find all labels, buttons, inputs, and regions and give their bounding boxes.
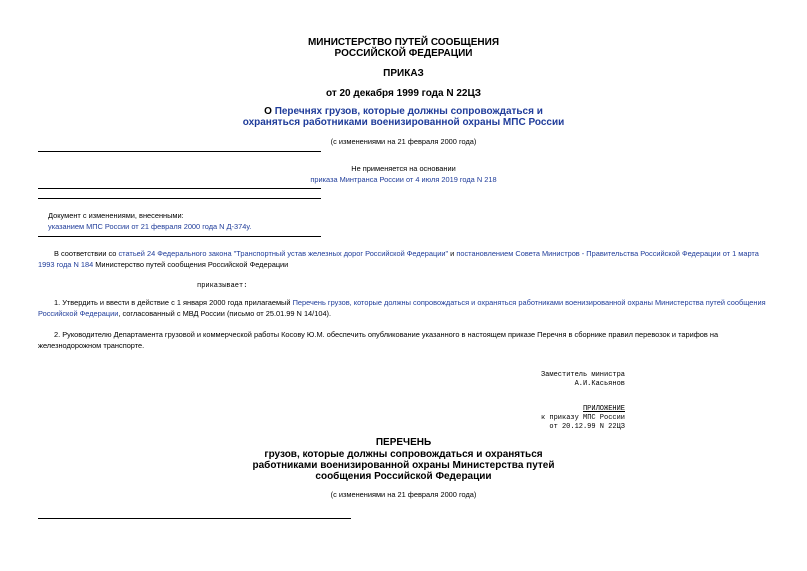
p1-mid: и: [448, 249, 457, 258]
order-word: приказывает:: [197, 282, 248, 290]
appendix-ref: к приказу МПС России: [540, 414, 625, 422]
p2-prefix: 1. Утвердить и ввести в действие с 1 января 2000 года прилагаемый: [54, 298, 293, 307]
doc-date: от 20 декабря 1999 года N 22ЦЗ: [325, 88, 482, 99]
divider: [38, 198, 321, 199]
appendix-label: ПРИЛОЖЕНИЕ: [582, 405, 625, 413]
amendments-note: (с изменениями на 21 февраля 2000 года): [330, 137, 477, 146]
changes-label: Документ с изменениями, внесенными:: [48, 211, 184, 220]
p1-link-resolution[interactable]: постановлением Совета Министров - Правительства Российской Федерации от 1 марта 1993 года N 184: [38, 249, 759, 269]
divider: [38, 188, 321, 189]
signature-name: А.И.Касьянов: [574, 380, 625, 388]
appendix-date: от 20.12.99 N 22ЦЗ: [549, 423, 625, 431]
doc-title: [0, 106, 807, 117]
p2-link-list[interactable]: Перечень грузов, которые должны сопровождаться и охраняться работниками военизированной охраны Министерства путей сообщения Российской Федерации: [38, 298, 766, 318]
title-link-2[interactable]: охраняться работниками военизированной охраны МПС России: [242, 117, 565, 128]
p2-suffix: , согласованный с МВД России (письмо от 25.01.99 N 14/104).: [118, 308, 332, 318]
signature-title: Заместитель министра: [540, 371, 625, 379]
title-prefix: О: [264, 106, 275, 117]
changes-link[interactable]: указанием МПС России от 21 февраля 2000 года N Д-374у.: [48, 222, 252, 231]
paragraph-3: 2. Руководителю Департамента грузовой и коммерческой работы Косову Ю.М. обеспечить опубликование указанного в настоящем приказе Перечня в сборнике правил перевозок и тарифов на железнодорожном транспорте.: [38, 330, 719, 350]
paragraph-2: [38, 298, 771, 319]
p1-suffix: Министерство путей сообщения Российской Федерации: [93, 259, 289, 269]
doc-type: ПРИКАЗ: [383, 68, 424, 79]
ministry-line-1: МИНИСТЕРСТВО ПУТЕЙ СООБЩЕНИЯ: [307, 37, 500, 48]
p1-link-law[interactable]: статьей 24 Федерального закона "Транспортный устав железных дорог Российской Федерации": [118, 249, 449, 258]
doc-title-2: [0, 117, 807, 128]
list-title-1: грузов, которые должны сопровождаться и охраняться: [264, 449, 543, 460]
ministry-line-2: РОССИЙСКОЙ ФЕДЕРАЦИИ: [334, 48, 473, 59]
paragraph-1: [38, 249, 771, 270]
divider: [38, 151, 321, 152]
list-title-2: работниками военизированной охраны Министерства путей: [252, 460, 555, 471]
list-amendments: (с изменениями на 21 февраля 2000 года): [330, 490, 477, 499]
p1-prefix: В соответствии со: [54, 249, 119, 258]
status-line-2: [0, 175, 807, 184]
divider: [38, 236, 321, 237]
status-link[interactable]: приказа Минтранса России от 4 июля 2019 года N 218: [310, 175, 497, 184]
list-title-3: сообщения Российской Федерации: [315, 471, 492, 482]
status-line-1: Не применяется на основании: [351, 164, 456, 173]
divider: [38, 518, 351, 519]
list-heading: ПЕРЕЧЕНЬ: [375, 437, 432, 448]
title-link-1[interactable]: Перечнях грузов, которые должны сопровождаться и: [274, 106, 543, 117]
